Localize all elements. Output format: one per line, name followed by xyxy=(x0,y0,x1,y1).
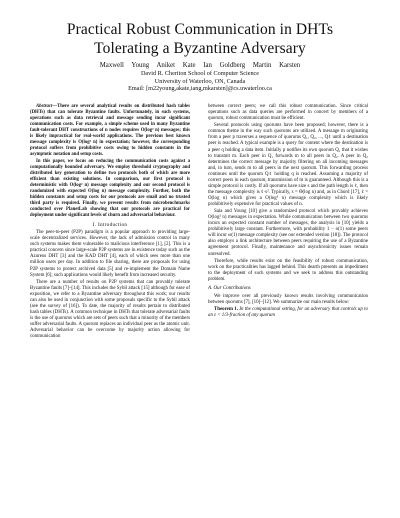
body-paragraph-3: Saia and Young [10] give a randomized protocol which provably achieves O(log² n) messages in expectation. While communication between two quorums incurs an expected constant number of messages, the analysis in [10] yields a prohibitively large constant. Furthermore, with probability 1 − o(1) some peers will incur ω(1) message complexity (see our extended version [18]). The protocol also employs a link architecture between peers requiring the use of a Byzantine agreement protocol. Finally, maintenance and asynchronicity issues remain unresolved. xyxy=(208,209,368,257)
subsection-heading-contributions: A. Our Contributions xyxy=(208,285,251,291)
title-line-2: Tolerating a Byzantine Adversary xyxy=(94,40,306,57)
theorem-text: In the computational setting, for an adversary that controls up to an ε < 1/3-fraction of any quorum xyxy=(208,307,368,319)
theorem-label: Theorem 1. xyxy=(214,307,238,313)
author-names: Maxwell Young Aniket Kate Ian Goldberg Martin Karsten xyxy=(99,62,301,69)
body-paragraph-4: Therefore, while results exist on the feasibility of robust communication, work on the practicalities has lagged behind. This dearth presents an impediment to the deployment of such systems and we seek to address this outstanding problem. xyxy=(208,258,368,282)
affiliation-line-2: University of Waterloo, ON, Canada xyxy=(154,77,246,85)
intro-paragraph-1: The peer-to-peer (P2P) paradigm is a popular approach to providing large-scale decentralized services. However, the lack of admission control in many such systems makes them vulnerable to malicious interference [1], [2]. This is a practical concern since large-scale P2P systems are in existence today such as the Azureus DHT [3] and the KAD DHT [4], each of which sees more than one million users per day. In addition to file sharing, there are proposals for using P2P systems to protect archived data [5] and re-implement the Domain Name System [6]; such applications would likely benefit from increased security. xyxy=(30,230,190,278)
author-block xyxy=(0,62,400,93)
section-heading-introduction: I. Introduction xyxy=(92,222,128,229)
title-line-1: Practical Robust Communication in DHTs xyxy=(66,21,334,38)
abstract-paragraph-1 xyxy=(30,104,190,158)
abstract-lead: Abstract xyxy=(36,104,53,109)
right-column xyxy=(208,104,368,321)
theorem-1 xyxy=(208,307,368,319)
body-paragraph-5: We improve over all previously known results involving communication between quorums [7], [10]–[12]. We summarize our main results below: xyxy=(208,293,368,306)
author-email: Email: [m22young,akate,iang,mkarsten]@cs.uwaterloo.ca xyxy=(128,85,272,93)
body-paragraph-2: Several protocols using quorums have been proposed; however, there is a common theme in the way such quorums are utilized. A message m originating from a peer p traverses a sequence of quorums Q₁, Q₂, ..., Qℓ until a destination peer is reached. A typical example is a query for content where the destination is a peer q holding a data item. Initially p notifies its own quorum Q₁ that it wishes to transmit m. Each peer in Q₁ forwards m to all peers in Q₂. A peer in Q₂ determines the correct message by majority filtering on all incoming messages and, in turn, sends m to all peers in the next quorum. This forwarding process continues until the quorum Qℓ holding q is reached. Assuming a majority of correct peers in each quorum, transmission of m is guaranteed. Although this is a simple protocol is costly. If all quorums have size s and the path length is ℓ, then the message complexity is ℓ·s². Typically, s = Θ(log n) and, as in Chord [17], ℓ = O(log n) which gives a O(log³ n) message complexity which is likely prohibitively expensive for practical values of n. xyxy=(208,123,368,207)
abstract-text-1: —There are several analytical results on distributed hash tables (DHTs) that can tolerate Byzantine faults. Unfortunately, in such systems, operations such as data retrieval and message sending incur significant communication costs. For example, a simple scheme used in many Byzantine fault-tolerant DHT constructions of n nodes requires O(log³ n) messages; this is likely impractical for real-world applications. The previous best known message complexity is O(log² n) in expectation; however, the corresponding protocol suffers from prohibitive costs owing to hidden constants in the asymptotic notation and setup costs. xyxy=(30,104,190,157)
affiliation-line-1: David R. Cheriton School of Computer Science xyxy=(140,70,260,78)
abstract-paragraph-2: In this paper, we focus on reducing the communication costs against a computationally bounded adversary. We employ threshold cryptography and distributed key generation to define two protocols both of which are more efficient than existing solutions. In comparison, our first protocol is deterministic with O(log² n) message complexity and our second protocol is randomized with expected O(log n) message complexity. Further, both the hidden constants and setup costs for our protocols are small and no trusted third party is required. Finally, we present results from microbenchmarks conducted over PlanetLab showing that our protocols are practical for deployment under significant levels of churn and adversarial behaviour. xyxy=(30,159,190,219)
body-paragraph-1: between correct peers; we call this robust communication. Since critical operations such as data queries are performed in concert by members of a quorum, robust communication must be efficient. xyxy=(208,104,368,122)
paper-title xyxy=(0,20,400,58)
intro-paragraph-2: There are a number of results on P2P systems that can provably tolerate Byzantine faults [7]–[14]. This includes the Sybil attack [15] although for ease of exposition, we refer to a Byzantine adversary throughout this work; our results can also be used in conjunction with some proposals specific to the Sybil attack (see the survey of [16]). To date, the majority of results pertain to distributed hash tables (DHTs). A common technique in DHTs that tolerate adversarial faults is the use of quorums which are sets of peers such that a minority of the members suffer adversarial faults. A quorum replaces an individual peer as the atomic unit. Adversarial behavior can be overcome by majority action allowing for communication xyxy=(30,279,190,340)
left-column xyxy=(30,104,190,341)
